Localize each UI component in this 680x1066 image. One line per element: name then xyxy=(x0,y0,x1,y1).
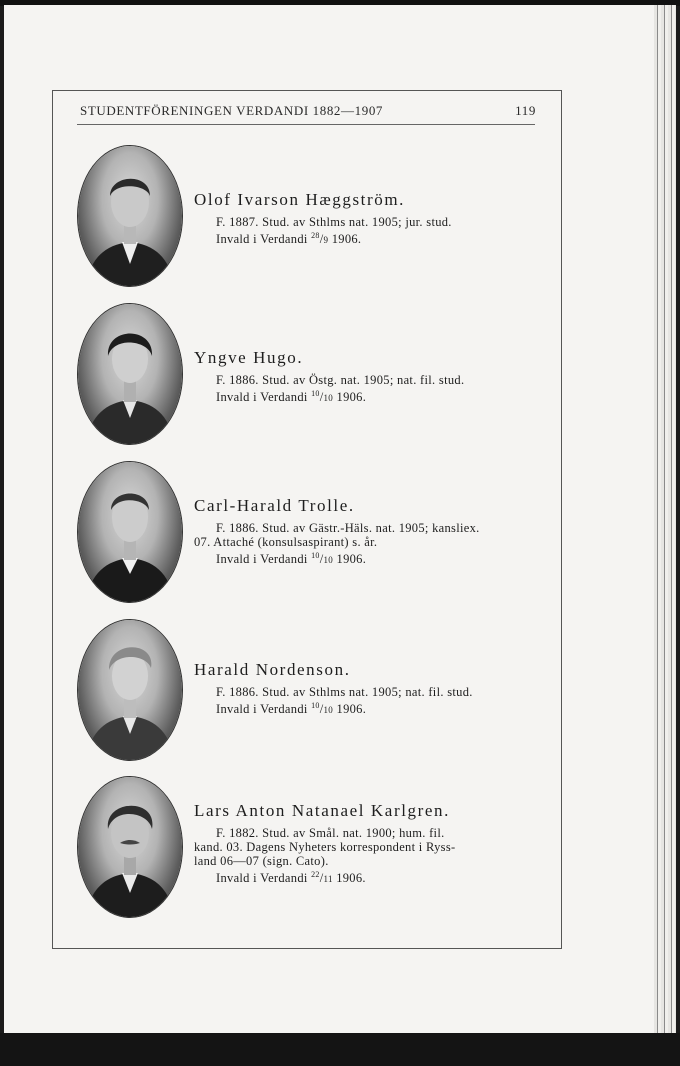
entry-text xyxy=(194,190,548,247)
bio-line: F. 1882. Stud. av Smål. nat. 1900; hum. fil. xyxy=(216,826,445,840)
entry-text xyxy=(194,660,548,717)
portrait-photo xyxy=(78,462,182,602)
member-name: Olof Ivarson Hæggström. xyxy=(194,190,406,209)
entry-text xyxy=(194,801,548,886)
member-entry xyxy=(78,777,548,927)
entry-text xyxy=(194,496,548,567)
portrait-photo xyxy=(78,620,182,760)
page-number: 119 xyxy=(515,103,536,118)
bio-line: F. 1886. Stud. av Östg. nat. 1905; nat. fil. stud. xyxy=(216,373,465,387)
bio-line: kand. 03. Dagens Nyheters korrespondent i Ryss- xyxy=(194,840,456,854)
member-entry xyxy=(78,620,548,770)
invald-line: Invald i Verdandi $^{10}$/10 1906. xyxy=(216,389,367,405)
member-entry xyxy=(78,146,548,296)
invald-line: Invald i Verdandi $^{10}$/10 1906. xyxy=(216,701,367,717)
bio-line: F. 1886. Stud. av Gästr.-Häls. nat. 1905; kansliex. xyxy=(216,521,480,535)
page-stack-edge xyxy=(654,5,676,1033)
running-head-title: STUDENTFÖRENINGEN VERDANDI 1882—1907 xyxy=(80,103,384,118)
invald-line: Invald i Verdandi $^{22}$/11 1906. xyxy=(216,870,366,886)
portrait-photo xyxy=(78,777,182,917)
bio-line: F. 1886. Stud. av Sthlms nat. 1905; nat. fil. stud. xyxy=(216,685,473,699)
member-name: Lars Anton Natanael Karlgren. xyxy=(194,801,450,820)
running-head xyxy=(80,103,536,119)
member-entry xyxy=(78,462,548,612)
bio-line: 07. Attaché (konsulsaspirant) s. år. xyxy=(194,535,378,549)
bio-line: F. 1887. Stud. av Sthlms nat. 1905; jur. stud. xyxy=(216,215,452,229)
member-name: Carl-Harald Trolle. xyxy=(194,496,355,515)
bio-line: land 06—07 (sign. Cato). xyxy=(194,854,329,868)
invald-line: Invald i Verdandi $^{28}$/9 1906. xyxy=(216,231,362,247)
invald-line: Invald i Verdandi $^{10}$/10 1906. xyxy=(216,551,367,567)
member-entry xyxy=(78,304,548,454)
scan-bottom-shadow xyxy=(0,1033,680,1066)
entry-text xyxy=(194,348,548,405)
member-name: Yngve Hugo. xyxy=(194,348,304,367)
header-rule xyxy=(77,124,535,125)
portrait-photo xyxy=(78,146,182,286)
portrait-photo xyxy=(78,304,182,444)
member-name: Harald Nordenson. xyxy=(194,660,351,679)
